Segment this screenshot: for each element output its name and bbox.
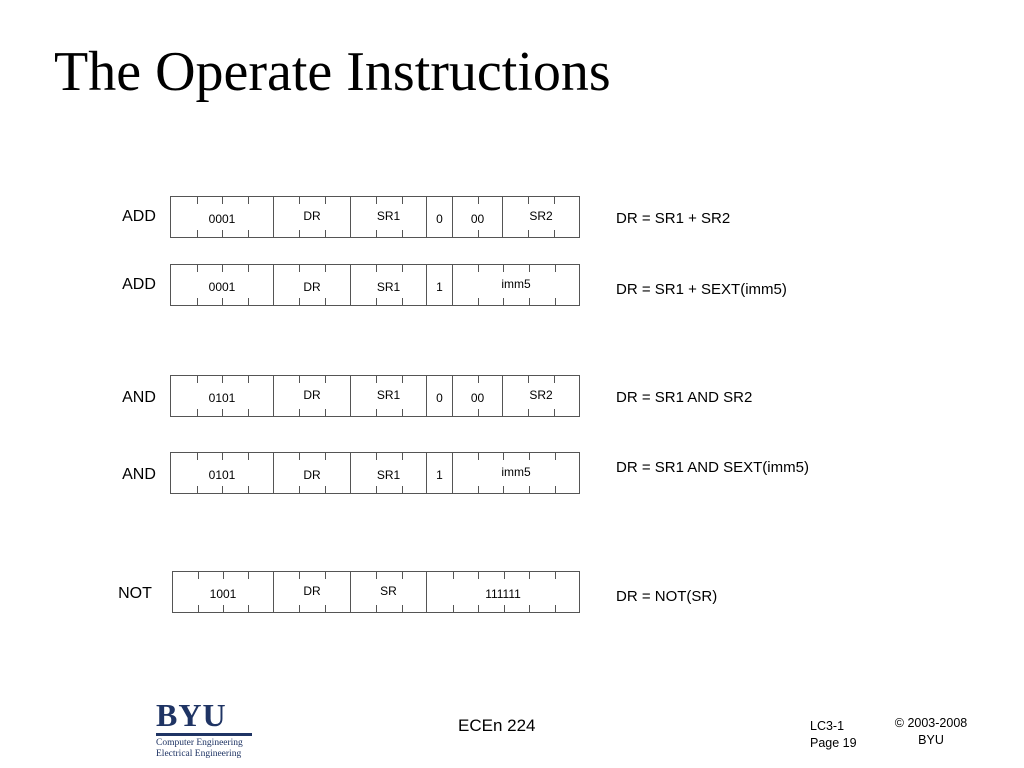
field-label: 00 <box>470 391 485 405</box>
instruction-format-box <box>170 264 580 306</box>
unused-bits-field <box>452 197 502 237</box>
mode-bit-field <box>426 453 452 493</box>
dr-field <box>273 572 350 612</box>
opcode-field <box>170 197 273 237</box>
field-label: 1 <box>436 280 443 294</box>
field-label: imm5 <box>501 277 531 291</box>
instruction-mnemonic: ADD <box>122 276 156 293</box>
sr1-field <box>350 197 426 237</box>
copyright-owner: BYU <box>918 733 944 747</box>
sr-field <box>350 572 426 612</box>
sr2-field <box>502 197 580 237</box>
field-label: DR <box>303 468 321 482</box>
logo-rule <box>156 733 252 736</box>
opcode-field <box>170 376 273 416</box>
instruction-description: DR = SR1 + SEXT(imm5) <box>616 281 787 298</box>
field-label: SR1 <box>376 468 401 482</box>
imm5-field <box>452 265 580 305</box>
field-label: 1 <box>436 468 443 482</box>
dr-field <box>273 453 350 493</box>
sr1-field <box>350 265 426 305</box>
page-number: Page 19 <box>810 736 857 750</box>
field-label: 0101 <box>208 391 236 405</box>
lecture-label: LC3-1 <box>810 719 845 733</box>
imm5-field <box>452 453 580 493</box>
field-label: DR <box>303 280 321 294</box>
field-label: 0001 <box>208 212 236 226</box>
dr-field <box>273 265 350 305</box>
copyright <box>884 715 978 749</box>
sr1-field <box>350 376 426 416</box>
byu-logo <box>156 697 252 760</box>
unused-bits-field <box>452 376 502 416</box>
instruction-description: DR = SR1 + SR2 <box>616 210 731 227</box>
instruction-mnemonic: ADD <box>122 208 156 225</box>
opcode-field <box>172 572 273 612</box>
field-label: 00 <box>470 212 485 226</box>
field-label: DR <box>303 584 321 598</box>
instruction-description: DR = NOT(SR) <box>616 588 718 605</box>
field-label: 111111 <box>485 587 521 601</box>
field-label: SR1 <box>376 388 401 402</box>
sr1-field <box>350 453 426 493</box>
instruction-format-box <box>170 375 580 417</box>
field-label: 0 <box>436 391 443 405</box>
instruction-mnemonic: AND <box>122 466 156 483</box>
instruction-format-box <box>170 452 580 494</box>
constant-bits-field <box>426 572 580 612</box>
field-label: SR1 <box>376 280 401 294</box>
course-name: ECEn 224 <box>458 716 536 735</box>
copyright-years: © 2003-2008 <box>894 716 968 730</box>
field-label: DR <box>303 388 321 402</box>
field-label: 1001 <box>209 587 237 601</box>
instruction-mnemonic: AND <box>122 389 156 406</box>
dr-field <box>273 197 350 237</box>
sr2-field <box>502 376 580 416</box>
logo-subtitle: Electrical Engineering <box>156 749 242 759</box>
field-label: 0101 <box>208 468 236 482</box>
field-label: imm5 <box>501 465 531 479</box>
field-label: SR1 <box>376 209 401 223</box>
instruction-description: DR = SR1 AND SR2 <box>616 389 753 406</box>
instruction-description: DR = SR1 AND SEXT(imm5) <box>616 459 809 476</box>
opcode-field <box>170 265 273 305</box>
field-label: 0001 <box>208 280 236 294</box>
instruction-mnemonic: NOT <box>118 585 152 602</box>
instruction-format-box <box>172 571 580 613</box>
logo-wordmark: BYU <box>156 697 227 733</box>
mode-bit-field <box>426 265 452 305</box>
dr-field <box>273 376 350 416</box>
logo-subtitle: Computer Engineering <box>156 738 243 748</box>
slide-title: The Operate Instructions <box>54 41 611 103</box>
mode-bit-field <box>426 376 452 416</box>
instruction-format-box <box>170 196 580 238</box>
page-info <box>810 718 857 752</box>
field-label: SR2 <box>529 209 553 223</box>
field-label: DR <box>303 209 321 223</box>
opcode-field <box>170 453 273 493</box>
field-label: SR <box>380 584 397 598</box>
field-label: SR2 <box>529 388 553 402</box>
mode-bit-field <box>426 197 452 237</box>
field-label: 0 <box>436 212 443 226</box>
